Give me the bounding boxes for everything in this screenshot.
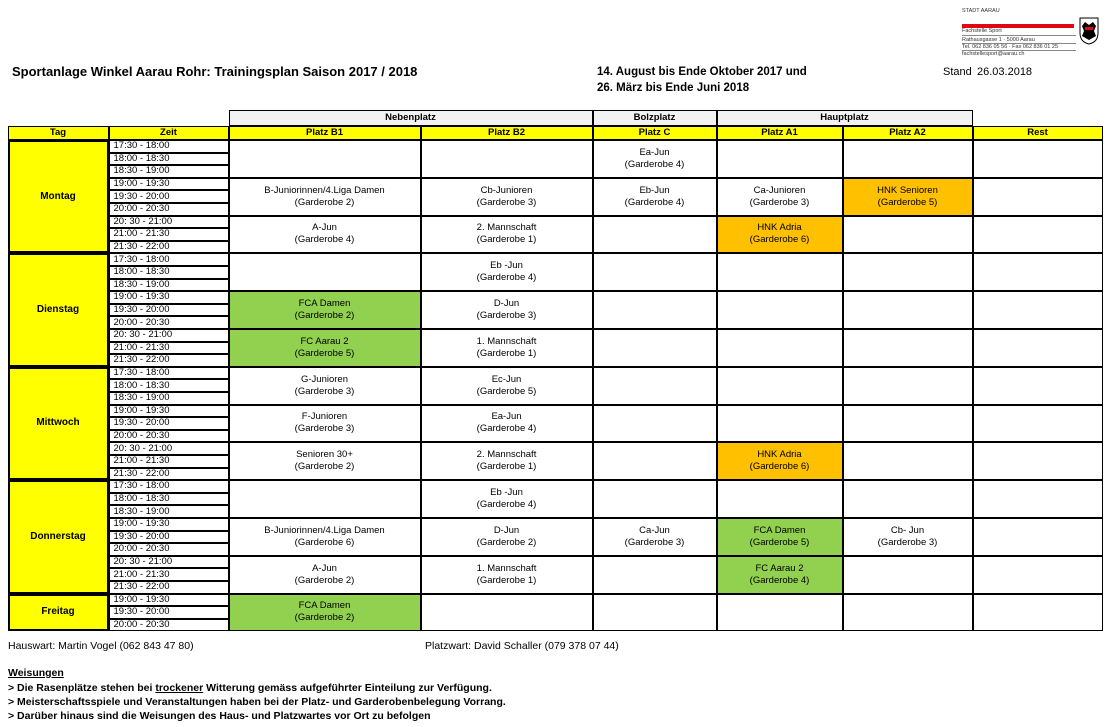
training-entry <box>229 405 421 443</box>
logo-dept: Fachstelle Sport <box>962 28 1002 34</box>
column-header: Rest <box>973 126 1103 140</box>
entry-text <box>295 563 355 587</box>
entry-text <box>625 147 685 171</box>
empty-slot <box>229 140 421 178</box>
entry-text <box>295 600 355 624</box>
entry-text <box>264 185 384 209</box>
time-slot: 20: 30 - 21:00 <box>109 216 229 229</box>
time-slot: 19:00 - 19:30 <box>109 518 229 531</box>
entry-text <box>477 525 537 549</box>
training-entry <box>229 442 421 480</box>
empty-slot <box>843 291 973 329</box>
entry-text <box>295 374 355 398</box>
day-label: Mittwoch <box>8 367 109 480</box>
empty-slot <box>717 367 843 405</box>
day-label: Montag <box>8 140 109 253</box>
entry-garderobe: (Garderobe 2) <box>294 574 355 586</box>
entry-team: FC Aarau 2 <box>755 562 804 574</box>
empty-slot <box>593 556 717 594</box>
entry-text <box>295 449 355 473</box>
time-slot: 19:00 - 19:30 <box>109 594 229 607</box>
time-slot: 21:00 - 21:30 <box>109 455 229 468</box>
training-entry <box>229 216 421 254</box>
entry-text <box>477 563 537 587</box>
entry-text <box>295 222 355 246</box>
entry-garderobe: (Garderobe 5) <box>476 385 537 397</box>
training-entry <box>421 405 593 443</box>
entry-garderobe: (Garderobe 6) <box>294 536 355 548</box>
empty-slot <box>717 594 843 632</box>
entry-garderobe: (Garderobe 1) <box>476 574 537 586</box>
entry-garderobe: (Garderobe 4) <box>749 574 810 586</box>
time-slot: 17:30 - 18:00 <box>109 140 229 153</box>
time-slot: 20:00 - 20:30 <box>109 543 229 556</box>
training-entry <box>421 216 593 254</box>
season-period-1: 14. August bis Ende Oktober 2017 und <box>597 66 807 78</box>
entry-team: Senioren 30+ <box>296 449 353 461</box>
training-entry <box>229 518 421 556</box>
time-slot: 19:00 - 19:30 <box>109 291 229 304</box>
training-entry <box>843 178 973 216</box>
time-slot: 19:30 - 20:00 <box>109 531 229 544</box>
time-slot: 21:30 - 22:00 <box>109 354 229 367</box>
entry-garderobe: (Garderobe 1) <box>476 347 537 359</box>
group-header: Nebenplatz <box>229 110 593 126</box>
time-slot: 21:30 - 22:00 <box>109 468 229 481</box>
time-slot: 17:30 - 18:00 <box>109 253 229 266</box>
entry-text <box>477 449 537 473</box>
empty-slot <box>843 594 973 632</box>
entry-team: A-Jun <box>312 222 337 234</box>
stand-label: Stand <box>943 66 972 78</box>
day-label: Freitag <box>8 594 109 632</box>
entry-team: D-Jun <box>493 298 520 310</box>
time-slot: 19:30 - 20:00 <box>109 190 229 203</box>
logo-phone: Tel. 062 836 05 56 · Fax 062 836 01 25 <box>962 44 1059 50</box>
training-entry <box>843 518 973 556</box>
training-entry <box>421 253 593 291</box>
weisung-1 <box>8 682 492 694</box>
entry-garderobe: (Garderobe 5) <box>294 347 355 359</box>
entry-garderobe: (Garderobe 1) <box>476 234 537 246</box>
entry-garderobe: (Garderobe 4) <box>294 234 355 246</box>
entry-garderobe: (Garderobe 2) <box>294 310 355 322</box>
logo-city: STADT AARAU <box>962 8 1000 14</box>
entry-text <box>477 185 537 209</box>
time-slot: 19:00 - 19:30 <box>109 178 229 191</box>
empty-slot <box>717 329 843 367</box>
empty-slot <box>843 329 973 367</box>
training-entry <box>717 442 843 480</box>
time-slot: 18:00 - 18:30 <box>109 493 229 506</box>
entry-team: HNK Adria <box>757 222 802 234</box>
empty-slot <box>593 291 717 329</box>
empty-slot <box>973 216 1103 254</box>
entry-team: Cb-Junioren <box>480 184 533 196</box>
entry-team: Ca-Junioren <box>753 184 806 196</box>
time-slot: 19:30 - 20:00 <box>109 304 229 317</box>
training-entry <box>421 480 593 518</box>
training-entry <box>717 216 843 254</box>
entry-team: Eb -Jun <box>490 260 523 272</box>
training-entry <box>717 556 843 594</box>
entry-garderobe: (Garderobe 3) <box>294 423 355 435</box>
entry-team: HNK Senioren <box>877 184 938 196</box>
empty-slot <box>229 253 421 291</box>
platzwart-contact: Platzwart: David Schaller (079 378 07 44) <box>425 640 619 652</box>
training-entry <box>421 329 593 367</box>
time-slot: 21:00 - 21:30 <box>109 228 229 241</box>
entry-team: F-Junioren <box>301 411 348 423</box>
time-slot: 18:30 - 19:00 <box>109 165 229 178</box>
weisung-3: > Darüber hinaus sind die Weisungen des Haus- und Platzwartes vor Ort zu befolgen <box>8 710 431 722</box>
empty-slot <box>843 140 973 178</box>
time-slot: 20:00 - 20:30 <box>109 430 229 443</box>
entry-text <box>477 298 537 322</box>
training-entry <box>421 556 593 594</box>
training-entry <box>717 178 843 216</box>
empty-slot <box>973 291 1103 329</box>
training-entry <box>593 518 717 556</box>
entry-team: Eb-Jun <box>639 184 670 196</box>
column-header: Platz A2 <box>843 126 973 140</box>
entry-text <box>477 487 537 511</box>
entry-text <box>264 525 384 549</box>
entry-garderobe: (Garderobe 3) <box>624 536 685 548</box>
empty-slot <box>229 480 421 518</box>
time-slot: 20: 30 - 21:00 <box>109 442 229 455</box>
training-entry <box>593 178 717 216</box>
empty-slot <box>843 253 973 291</box>
column-header: Platz B2 <box>421 126 593 140</box>
entry-team: HNK Adria <box>757 449 802 461</box>
time-slot: 20:00 - 20:30 <box>109 619 229 632</box>
entry-text <box>295 298 355 322</box>
entry-team: Ea-Jun <box>639 146 670 158</box>
entry-team: Ca-Jun <box>639 524 670 536</box>
entry-text <box>750 185 810 209</box>
weisung-2: > Meisterschaftsspiele und Veranstaltungen haben bei der Platz- und Garderobenbelegung Vorrang. <box>8 696 506 708</box>
time-slot: 18:00 - 18:30 <box>109 379 229 392</box>
weisung-1-part-a: > Die Rasenplätze stehen bei <box>8 682 156 694</box>
document-title: Sportanlage Winkel Aarau Rohr: Trainingsplan Saison 2017 / 2018 <box>12 64 418 79</box>
empty-slot <box>593 367 717 405</box>
logo-email: fachstellesport@aarau.ch <box>962 51 1025 57</box>
time-slot: 21:00 - 21:30 <box>109 342 229 355</box>
entry-team: D-Jun <box>493 524 520 536</box>
entry-team: 2. Mannschaft <box>476 449 537 461</box>
entry-team: FC Aarau 2 <box>300 335 349 347</box>
entry-garderobe: (Garderobe 3) <box>749 196 810 208</box>
entry-garderobe: (Garderobe 5) <box>749 536 810 548</box>
weisungen-title: Weisungen <box>8 667 64 679</box>
entry-team: FCA Damen <box>753 524 806 536</box>
entry-text <box>750 563 810 587</box>
empty-slot <box>593 594 717 632</box>
entry-garderobe: (Garderobe 4) <box>624 196 685 208</box>
entry-garderobe: (Garderobe 6) <box>749 461 810 473</box>
training-entry <box>229 367 421 405</box>
entry-garderobe: (Garderobe 4) <box>476 499 537 511</box>
empty-slot <box>717 140 843 178</box>
logo-address: Rathausgasse 1 · 5000 Aarau <box>962 37 1035 43</box>
training-entry <box>421 518 593 556</box>
empty-slot <box>973 480 1103 518</box>
time-slot: 18:30 - 19:00 <box>109 279 229 292</box>
season-period-2: 26. März bis Ende Juni 2018 <box>597 82 750 94</box>
empty-slot <box>421 594 593 632</box>
training-entry <box>421 178 593 216</box>
time-slot: 19:00 - 19:30 <box>109 405 229 418</box>
entry-text <box>477 222 537 246</box>
group-header: Hauptplatz <box>717 110 973 126</box>
time-slot: 20:00 - 20:30 <box>109 316 229 329</box>
time-slot: 21:30 - 22:00 <box>109 241 229 254</box>
empty-slot <box>843 367 973 405</box>
column-header: Platz C <box>593 126 717 140</box>
empty-slot <box>421 140 593 178</box>
empty-slot <box>843 442 973 480</box>
time-slot: 20: 30 - 21:00 <box>109 556 229 569</box>
empty-slot <box>973 518 1103 556</box>
entry-garderobe: (Garderobe 2) <box>294 196 355 208</box>
weisung-1-part-c: Witterung gemäss aufgeführter Einteilung zur Verfügung. <box>203 682 492 694</box>
entry-text <box>477 411 537 435</box>
entry-team: Ec-Jun <box>491 373 522 385</box>
logo-divider <box>962 35 1076 36</box>
empty-slot <box>973 442 1103 480</box>
entry-garderobe: (Garderobe 4) <box>624 158 685 170</box>
entry-text <box>750 525 810 549</box>
entry-text <box>878 525 938 549</box>
entry-text <box>750 449 810 473</box>
entry-team: Ea-Jun <box>491 411 522 423</box>
empty-slot <box>973 594 1103 632</box>
entry-garderobe: (Garderobe 3) <box>877 536 938 548</box>
empty-slot <box>973 253 1103 291</box>
group-header: Bolzplatz <box>593 110 717 126</box>
entry-team: G-Junioren <box>300 373 348 385</box>
empty-slot <box>973 556 1103 594</box>
entry-garderobe: (Garderobe 2) <box>294 612 355 624</box>
training-entry <box>229 556 421 594</box>
hauswart-contact: Hauswart: Martin Vogel (062 843 47 80) <box>8 640 194 652</box>
empty-slot <box>593 329 717 367</box>
stadt-aarau-logo <box>962 8 1102 60</box>
time-slot: 19:30 - 20:00 <box>109 606 229 619</box>
time-slot: 21:00 - 21:30 <box>109 568 229 581</box>
empty-slot <box>717 405 843 443</box>
entry-team: 2. Mannschaft <box>476 222 537 234</box>
training-entry <box>421 291 593 329</box>
entry-team: 1. Mannschaft <box>476 335 537 347</box>
entry-team: FCA Damen <box>298 298 351 310</box>
empty-slot <box>843 216 973 254</box>
training-entry <box>717 518 843 556</box>
empty-slot <box>593 480 717 518</box>
empty-slot <box>593 253 717 291</box>
empty-slot <box>593 442 717 480</box>
entry-garderobe: (Garderobe 3) <box>294 385 355 397</box>
empty-slot <box>973 367 1103 405</box>
entry-text <box>477 374 537 398</box>
entry-garderobe: (Garderobe 1) <box>476 461 537 473</box>
entry-text <box>750 222 810 246</box>
empty-slot <box>717 253 843 291</box>
time-slot: 18:00 - 18:30 <box>109 153 229 166</box>
entry-team: A-Jun <box>312 562 337 574</box>
time-slot: 18:30 - 19:00 <box>109 505 229 518</box>
day-label: Dienstag <box>8 253 109 366</box>
training-entry <box>229 329 421 367</box>
entry-garderobe: (Garderobe 3) <box>476 310 537 322</box>
empty-slot <box>973 405 1103 443</box>
entry-garderobe: (Garderobe 4) <box>476 423 537 435</box>
training-entry <box>229 178 421 216</box>
stand-date: 26.03.2018 <box>977 66 1033 78</box>
empty-slot <box>717 291 843 329</box>
time-slot: 18:30 - 19:00 <box>109 392 229 405</box>
entry-garderobe: (Garderobe 4) <box>476 272 537 284</box>
entry-text <box>295 336 355 360</box>
column-header: Tag <box>8 126 109 140</box>
entry-team: Eb -Jun <box>490 487 523 499</box>
empty-slot <box>593 405 717 443</box>
column-header: Platz B1 <box>229 126 421 140</box>
training-entry <box>421 442 593 480</box>
entry-team: FCA Damen <box>298 600 351 612</box>
entry-text <box>477 260 537 284</box>
empty-slot <box>593 216 717 254</box>
entry-team: Cb- Jun <box>890 524 925 536</box>
entry-team: 1. Mannschaft <box>476 562 537 574</box>
time-slot: 17:30 - 18:00 <box>109 367 229 380</box>
time-slot: 19:30 - 20:00 <box>109 417 229 430</box>
column-header: Zeit <box>109 126 229 140</box>
weisung-1-emphasis: trockener <box>155 682 204 694</box>
empty-slot <box>973 329 1103 367</box>
entry-text <box>477 336 537 360</box>
empty-slot <box>973 178 1103 216</box>
training-entry <box>229 594 421 632</box>
training-entry <box>593 140 717 178</box>
entry-text <box>877 185 938 209</box>
aarau-crest-icon <box>1079 17 1099 45</box>
training-entry <box>229 291 421 329</box>
empty-slot <box>717 480 843 518</box>
entry-text <box>625 185 685 209</box>
entry-team: B-Juniorinnen/4.Liga Damen <box>264 184 385 196</box>
time-slot: 18:00 - 18:30 <box>109 266 229 279</box>
day-label: Donnerstag <box>8 480 109 593</box>
entry-text <box>295 411 355 435</box>
entry-team: B-Juniorinnen/4.Liga Damen <box>264 524 385 536</box>
entry-garderobe: (Garderobe 3) <box>476 196 537 208</box>
entry-garderobe: (Garderobe 6) <box>749 234 810 246</box>
time-slot: 21:30 - 22:00 <box>109 581 229 594</box>
time-slot: 20: 30 - 21:00 <box>109 329 229 342</box>
entry-garderobe: (Garderobe 2) <box>294 461 355 473</box>
empty-slot <box>843 405 973 443</box>
empty-slot <box>973 140 1103 178</box>
entry-garderobe: (Garderobe 5) <box>877 196 938 208</box>
entry-text <box>625 525 685 549</box>
empty-slot <box>843 480 973 518</box>
training-entry <box>421 367 593 405</box>
column-header: Platz A1 <box>717 126 843 140</box>
time-slot: 20:00 - 20:30 <box>109 203 229 216</box>
entry-garderobe: (Garderobe 2) <box>476 536 537 548</box>
empty-slot <box>843 556 973 594</box>
time-slot: 17:30 - 18:00 <box>109 480 229 493</box>
